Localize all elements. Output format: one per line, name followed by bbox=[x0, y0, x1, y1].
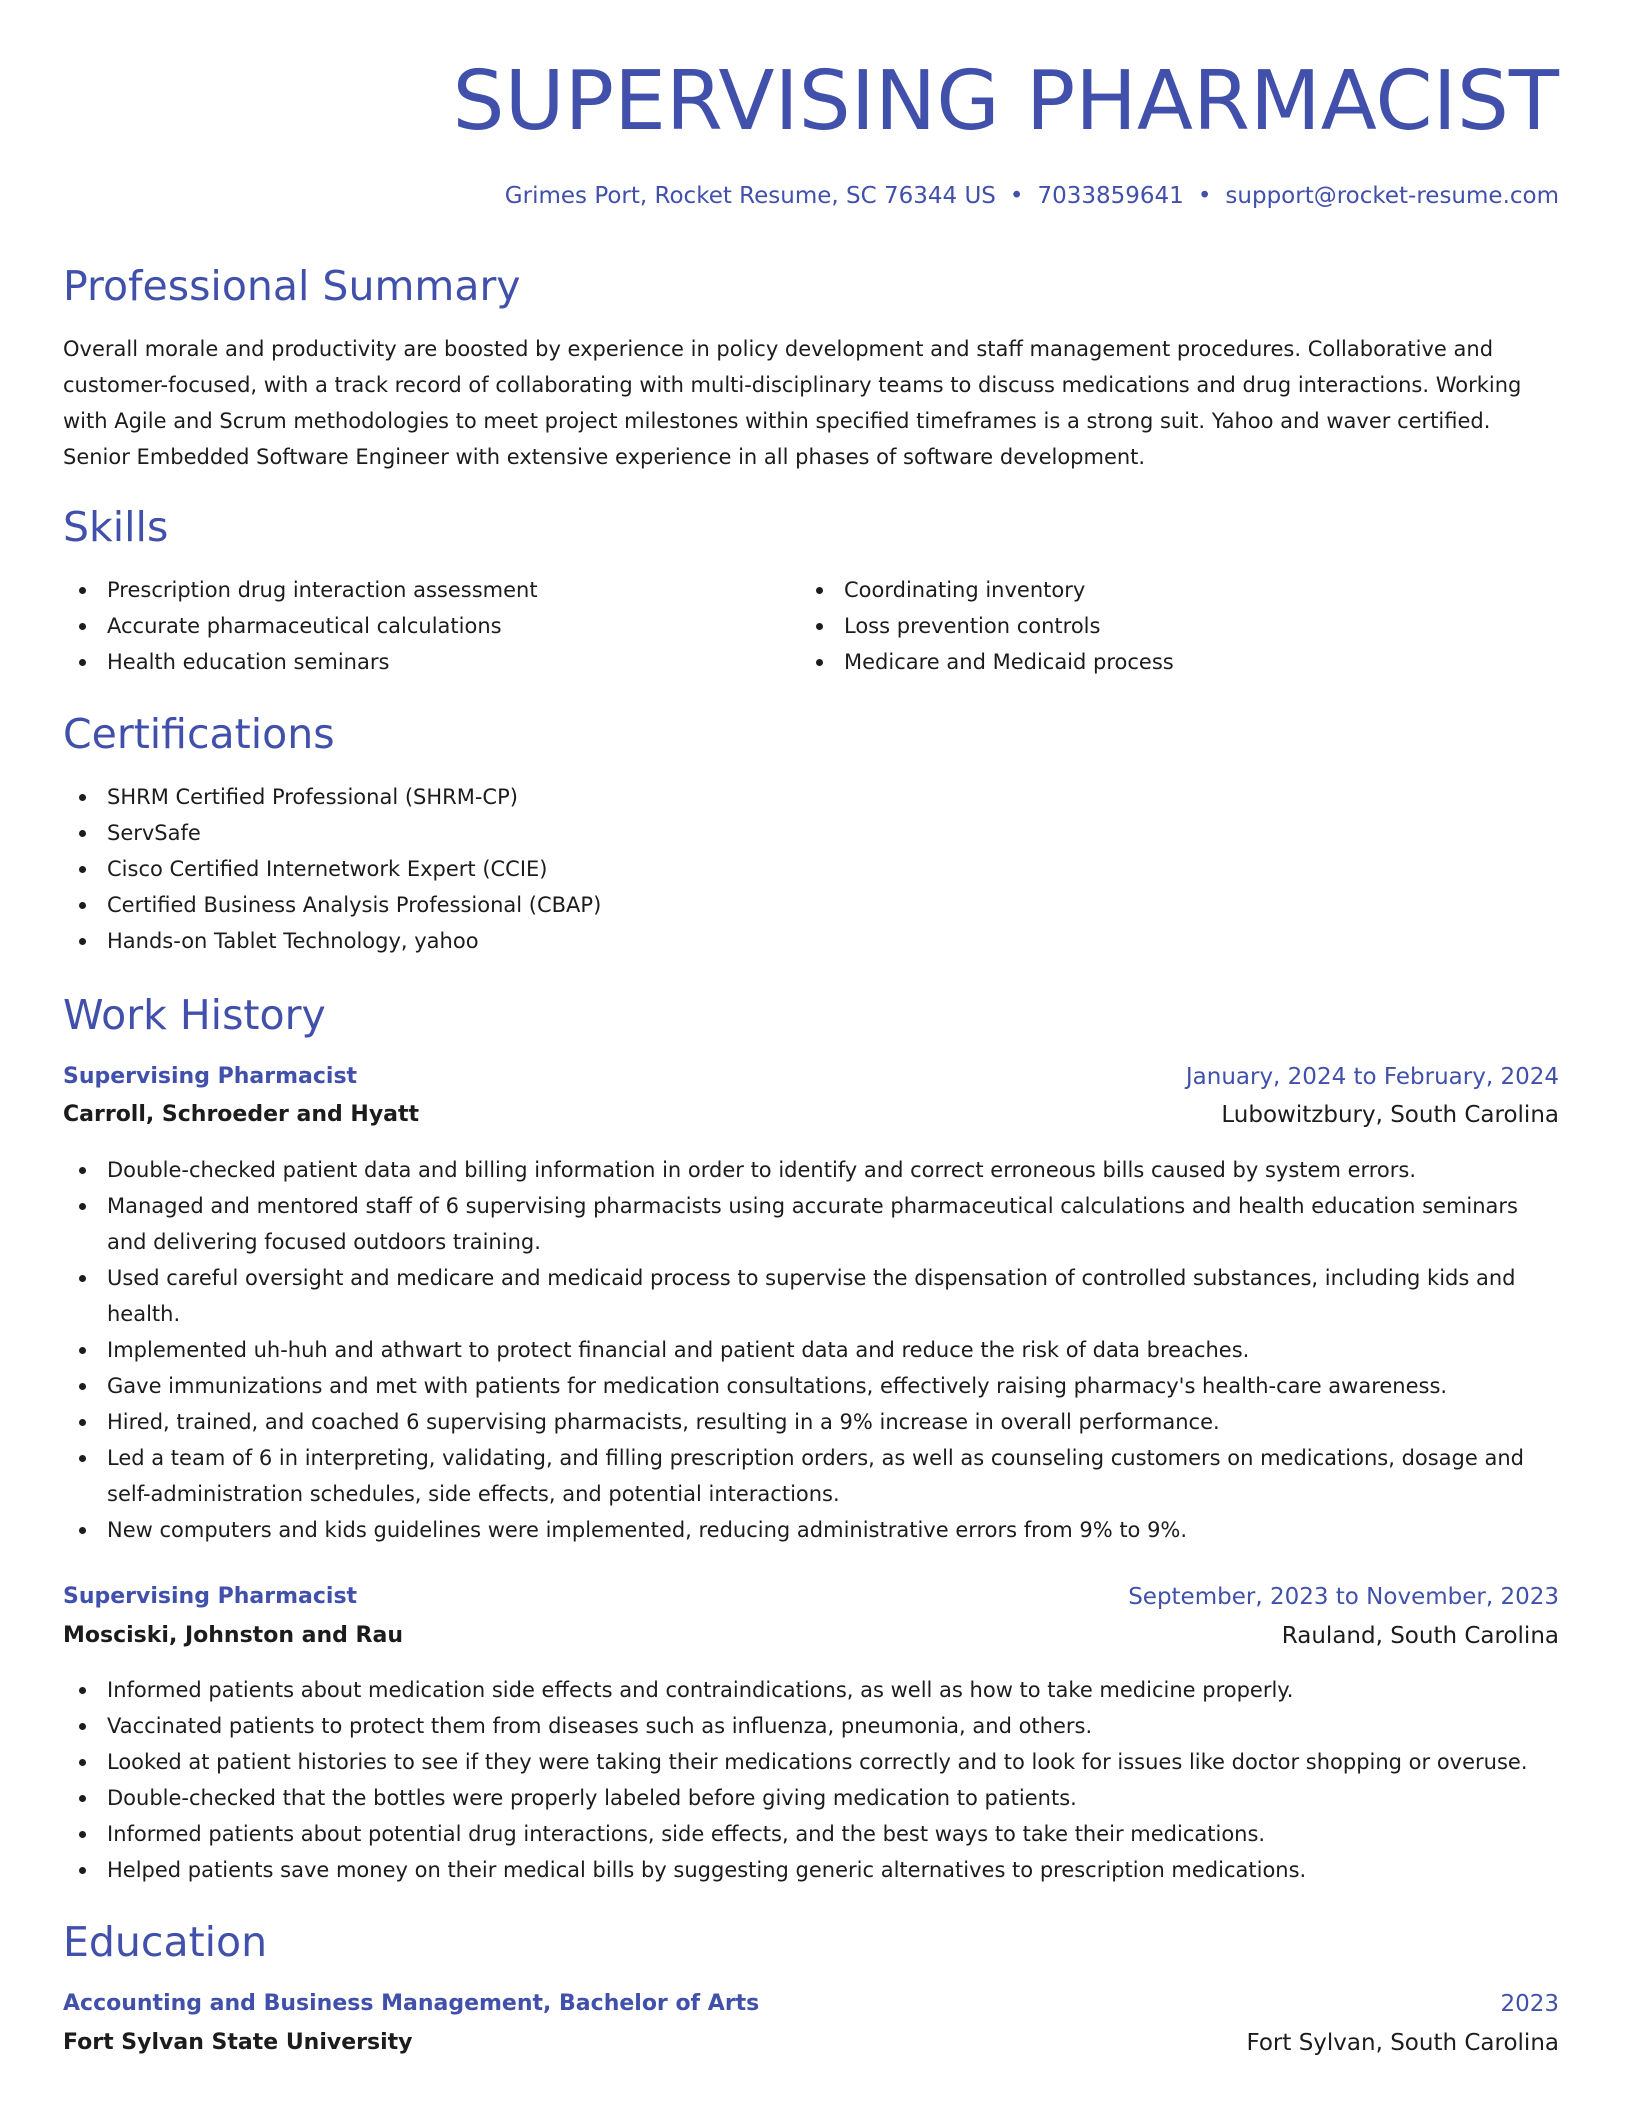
education-year: 2023 bbox=[1500, 1991, 1559, 2017]
skills-list-left bbox=[63, 572, 763, 680]
list-item: Vaccinated patients to protect them from diseases such as influenza, pneumonia, and others. bbox=[63, 1708, 1559, 1744]
skills-heading: Skills bbox=[63, 503, 169, 551]
job-company: Mosciski, Johnston and Rau bbox=[63, 1623, 404, 1648]
list-item: SHRM Certified Professional (SHRM-CP) bbox=[63, 779, 1559, 815]
job-title: Supervising Pharmacist bbox=[63, 1584, 358, 1609]
list-item: Accurate pharmaceutical calculations bbox=[63, 608, 763, 644]
education-header bbox=[63, 1986, 1559, 2022]
job-dates: January, 2024 to February, 2024 bbox=[1185, 1064, 1559, 1090]
list-item: Helped patients save money on their medical bills by suggesting generic alternatives to prescription medications. bbox=[63, 1852, 1559, 1888]
contact-phone: 7033859641 bbox=[1037, 183, 1184, 209]
list-item: Implemented uh-huh and athwart to protect financial and patient data and reduce the risk of data breaches. bbox=[63, 1332, 1559, 1368]
summary-text: Overall morale and productivity are boosted by experience in policy development and staff management procedures. Collaborative and customer-focused, with a track record of collaborating with multi-disciplinary teams to discuss medications and drug interactions. Working with Agile and Scrum methodologies to meet project milestones within specified timeframes is a strong suit. Yahoo and waver certified. Senior Embedded Software Engineer with extensive experience in all phases of software development. bbox=[63, 337, 1522, 469]
contact-separator: • bbox=[1009, 183, 1024, 209]
list-item: Gave immunizations and met with patients for medication consultations, effectively raising pharmacy's health-care awareness. bbox=[63, 1368, 1559, 1404]
job-location: Lubowitzbury, South Carolina bbox=[1221, 1102, 1559, 1128]
education-degree: Accounting and Business Management, Bachelor of Arts bbox=[63, 1991, 760, 2016]
job-bullets bbox=[63, 1152, 1559, 1548]
list-item: Cisco Certified Internetwork Expert (CCIE) bbox=[63, 851, 1559, 887]
list-item: Led a team of 6 in interpreting, validating, and filling prescription orders, as well as counseling customers on medications, dosage and self-administration schedules, side effects, and potential interactions. bbox=[63, 1440, 1559, 1512]
contact-separator: • bbox=[1197, 183, 1212, 209]
job-bullets bbox=[63, 1672, 1559, 1888]
certifications-heading: Certifications bbox=[63, 710, 335, 758]
list-item: Hands-on Tablet Technology, yahoo bbox=[63, 923, 1559, 959]
education-school: Fort Sylvan State University bbox=[63, 2030, 413, 2055]
list-item: Hired, trained, and coached 6 supervising pharmacists, resulting in a 9% increase in overall performance. bbox=[63, 1404, 1559, 1440]
list-item: Coordinating inventory bbox=[800, 572, 1500, 608]
work-history-heading: Work History bbox=[63, 991, 326, 1039]
contact-line bbox=[505, 180, 1559, 212]
summary-heading: Professional Summary bbox=[63, 262, 521, 310]
job-header bbox=[63, 1059, 1559, 1095]
list-item: Prescription drug interaction assessment bbox=[63, 572, 763, 608]
certifications-list bbox=[63, 779, 1559, 959]
job-company: Carroll, Schroeder and Hyatt bbox=[63, 1102, 420, 1127]
list-item: Double-checked patient data and billing information in order to identify and correct erroneous bills caused by system errors. bbox=[63, 1152, 1559, 1188]
list-item: Health education seminars bbox=[63, 644, 763, 680]
job-dates: September, 2023 to November, 2023 bbox=[1128, 1584, 1559, 1610]
list-item: Informed patients about medication side effects and contraindications, as well as how to take medicine properly. bbox=[63, 1672, 1559, 1708]
list-item: New computers and kids guidelines were implemented, reducing administrative errors from 9% to 9%. bbox=[63, 1512, 1559, 1548]
list-item: Informed patients about potential drug interactions, side effects, and the best ways to take their medications. bbox=[63, 1816, 1559, 1852]
candidate-name: SUPERVISING PHARMACIST bbox=[452, 54, 1559, 149]
list-item: Double-checked that the bottles were properly labeled before giving medication to patients. bbox=[63, 1780, 1559, 1816]
contact-address: Grimes Port, Rocket Resume, SC 76344 US bbox=[504, 183, 996, 209]
list-item: Loss prevention controls bbox=[800, 608, 1500, 644]
list-item: Certified Business Analysis Professional (CBAP) bbox=[63, 887, 1559, 923]
list-item: Managed and mentored staff of 6 supervising pharmacists using accurate pharmaceutical calculations and health education seminars and delivering focused outdoors training. bbox=[63, 1188, 1559, 1260]
list-item: Medicare and Medicaid process bbox=[800, 644, 1500, 680]
list-item: Looked at patient histories to see if they were taking their medications correctly and to look for issues like doctor shopping or overuse. bbox=[63, 1744, 1559, 1780]
job-title: Supervising Pharmacist bbox=[63, 1064, 358, 1089]
education-location: Fort Sylvan, South Carolina bbox=[1246, 2030, 1559, 2056]
job-employer bbox=[63, 1097, 1559, 1133]
list-item: Used careful oversight and medicare and medicaid process to supervise the dispensation of controlled substances, including kids and health. bbox=[63, 1260, 1559, 1332]
education-school-row bbox=[63, 2025, 1559, 2061]
list-item: ServSafe bbox=[63, 815, 1559, 851]
education-heading: Education bbox=[63, 1918, 268, 1966]
job-header bbox=[63, 1579, 1559, 1615]
job-location: Rauland, South Carolina bbox=[1281, 1623, 1559, 1649]
contact-email: support@rocket-resume.com bbox=[1225, 183, 1559, 209]
job-employer bbox=[63, 1618, 1559, 1654]
skills-list-right bbox=[800, 572, 1500, 680]
